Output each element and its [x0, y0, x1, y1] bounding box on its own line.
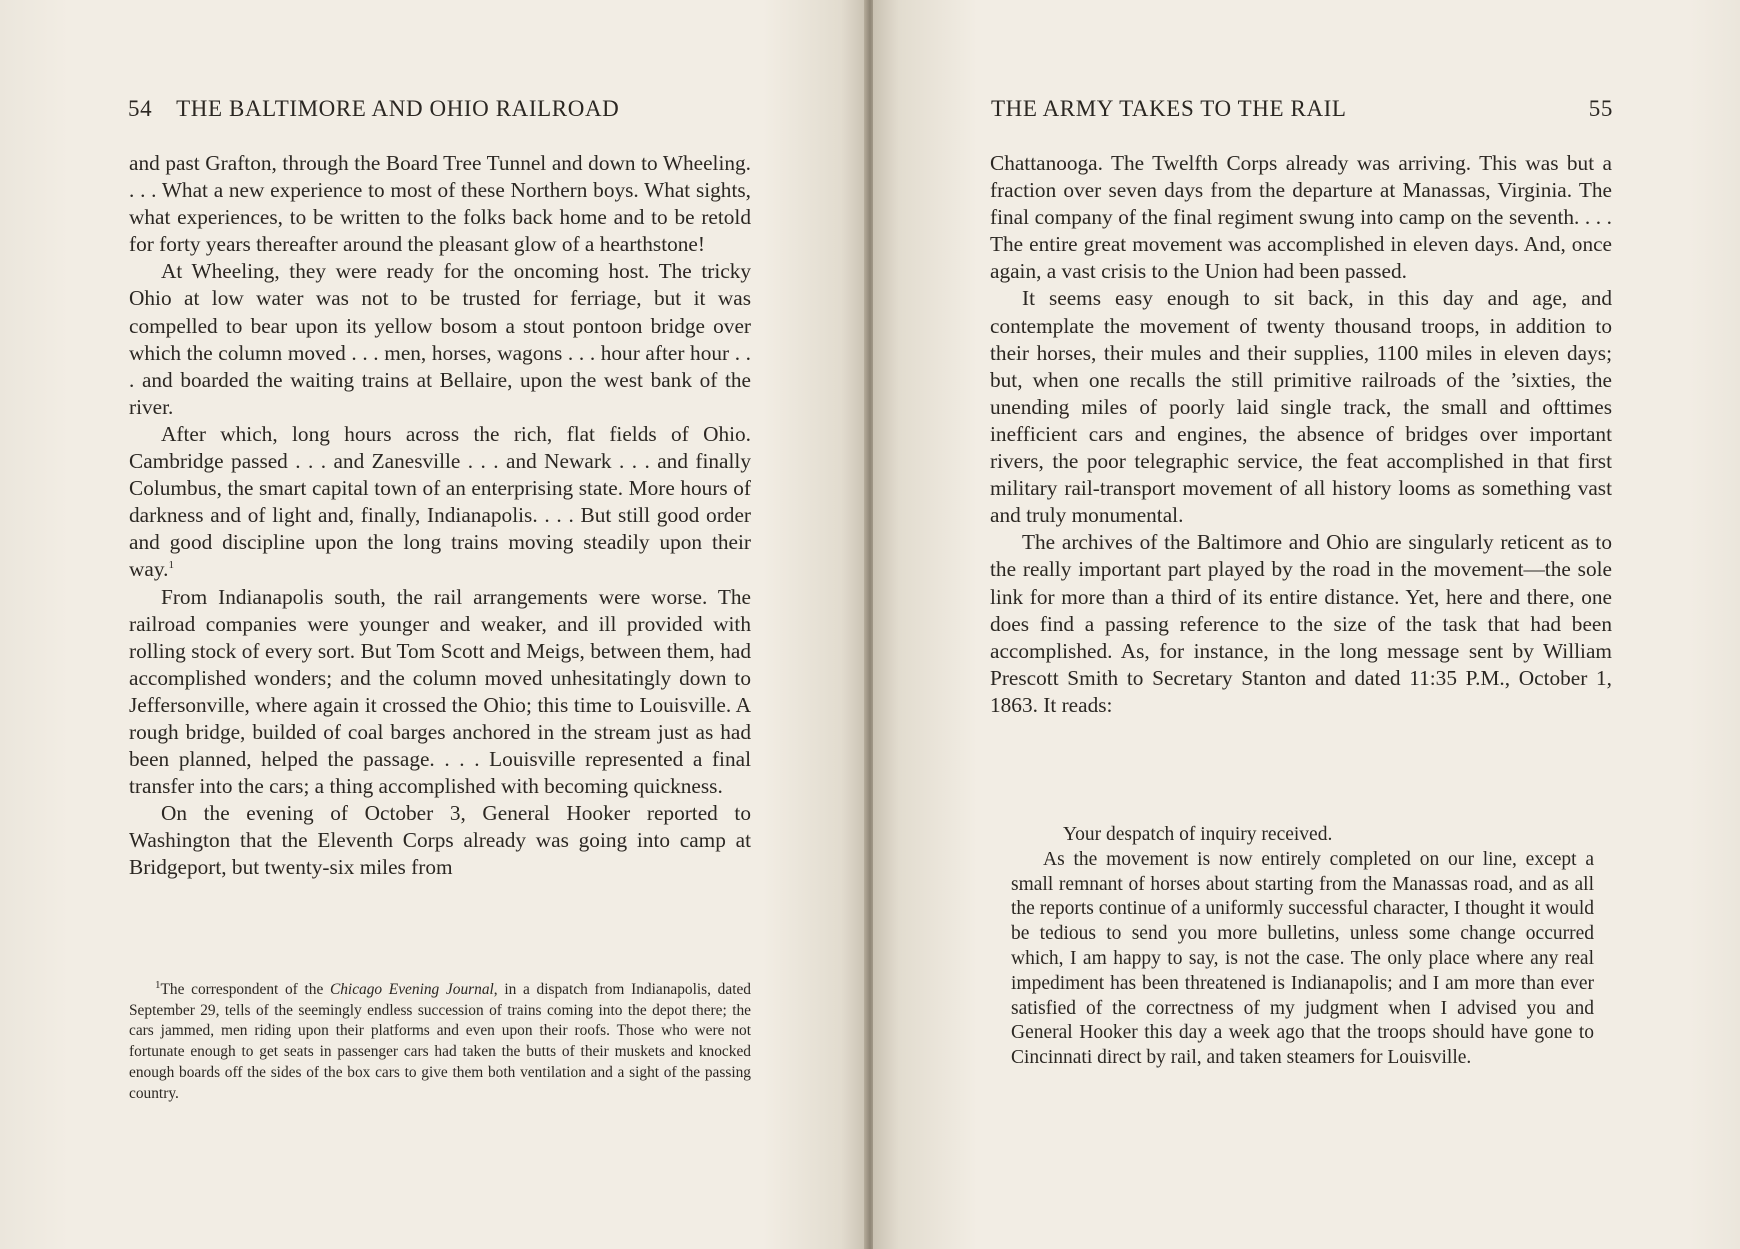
- footnote-number: 1: [155, 978, 161, 991]
- quote-paragraph: As the movement is now entirely completed on our line, except a small remnant of horses about starting from the Manassas road, and as all the reports continue of a uniformly successful character, I thought it would be tedious to send you more bulletins, unless some change occurred which, I am happy to say, is not the case. The only place where any real impediment has been threatened is Indianapolis; and I am more than ever satisfied of the correctness of my judgment when I advised you and General Hooker this day a week ago that the troops should have gone to Cincinnati direct by rail, and taken steamers for Louisville.: [1011, 848, 1594, 1069]
- newspaper-title: Chicago Evening Journal: [329, 981, 494, 998]
- left-page-number: 54: [128, 96, 153, 121]
- footnote: [129, 980, 751, 1104]
- paragraph: [129, 421, 751, 584]
- left-page: [0, 0, 867, 1249]
- paragraph: and past Grafton, through the Board Tree Tunnel and down to Wheeling. . . . What a new experience to most of these Northern boys. What sights, what experiences, to be written to the folks back home and to be retold for forty years thereafter around the pleasant glow of a hearthstone!: [129, 151, 751, 257]
- block-quote: [1011, 823, 1594, 1071]
- paragraph-text: After which, long hours across the rich, flat fields of Ohio. Cambridge passed . . . and Zanesville . . . and Newark . . . and finally Columbus, the smart capital town of an enterprising state. More hours of darkness and of light and, finally, Indianapolis. . . . But still good order and good discipline upon the long trains moving steadily upon their way.: [129, 421, 751, 582]
- paragraph: At Wheeling, they were ready for the oncoming host. The tricky Ohio at low water was not to be trusted for ferriage, but it was compelled to bear upon its yellow bosom a stout pontoon bridge over which the column moved . . . men, horses, wagons . . . hour after hour . . . and boarded the waiting trains at Bellaire, upon the west bank of the river.: [129, 259, 751, 419]
- paragraph: On the evening of October 3, General Hooker reported to Washington that the Eleventh Corps already was going into camp at Bridgeport, but twenty-six miles from: [129, 801, 751, 880]
- right-running-header: [991, 96, 1613, 126]
- paragraph: From Indianapolis south, the rail arrangements were worse. The railroad companies were younger and weaker, and ill provided with rolling stock of every sort. But Tom Scott and Meigs, between them, had accomplished wonders; and the column moved unhesitatingly down to Jeffersonville, where again it crossed the Ohio; this time to Louisville. A rough bridge, builded of coal barges anchored in the stream just as had been planned, helped the passage. . . . Louisville represented a final transfer into the cars; a thing accomplished with becoming quickness.: [129, 584, 751, 799]
- paragraph: Chattanooga. The Twelfth Corps already was arriving. This was but a fraction over seven days from the departure at Manassas, Virginia. The final company of the final regiment swung into camp on the seventh. . . . The entire great movement was accomplished in eleven days. And, once again, a vast crisis to the Union had been passed.: [990, 151, 1612, 284]
- left-running-header: [128, 96, 750, 126]
- right-page-number: 55: [1588, 96, 1613, 121]
- left-running-head: THE BALTIMORE AND OHIO RAILROAD: [176, 96, 620, 121]
- right-page: [873, 0, 1740, 1249]
- right-running-head: THE ARMY TAKES TO THE RAIL: [991, 96, 1347, 121]
- left-body-text: [129, 150, 751, 882]
- footnote-text-start: The correspondent of the: [160, 981, 330, 998]
- paragraph: The archives of the Baltimore and Ohio are singularly reticent as to the really important part played by the road in the movement—the sole link for more than a third of its entire distance. Yet, here and there, one does find a passing reference to the size of the task that had been accomplished. As, for instance, in the long message sent by William Prescott Smith to Secretary Stanton and dated 11:35 P.M., October 1, 1863. It reads:: [990, 530, 1612, 717]
- right-body-text: [990, 150, 1612, 719]
- footnote-marker: 1: [168, 559, 174, 572]
- quote-paragraph: Your despatch of inquiry received.: [1063, 824, 1333, 845]
- footnote-text-rest: , in a dispatch from Indianapolis, dated September 29, tells of the seemingly endless succession of trains coming into the depot there; the cars jammed, men riding upon their platforms and even upon their roofs. Those who were not fortunate enough to get seats in passenger cars had taken the butts of their muskets and knocked enough boards off the sides of the box cars to give them both ventilation and a sight of the passing country.: [129, 981, 752, 1102]
- paragraph: It seems easy enough to sit back, in this day and age, and contemplate the movement of twenty thousand troops, in addition to their horses, their mules and their supplies, 1100 miles in eleven days; but, when one recalls the still primitive railroads of the ’sixties, the unending miles of poorly laid single track, the small and ofttimes inefficient cars and engines, the absence of bridges over important rivers, the poor telegraphic service, the feat accomplished in that first military rail-transport movement of all history looms as something vast and truly monumental.: [990, 286, 1612, 528]
- footnote-text: [129, 980, 751, 1104]
